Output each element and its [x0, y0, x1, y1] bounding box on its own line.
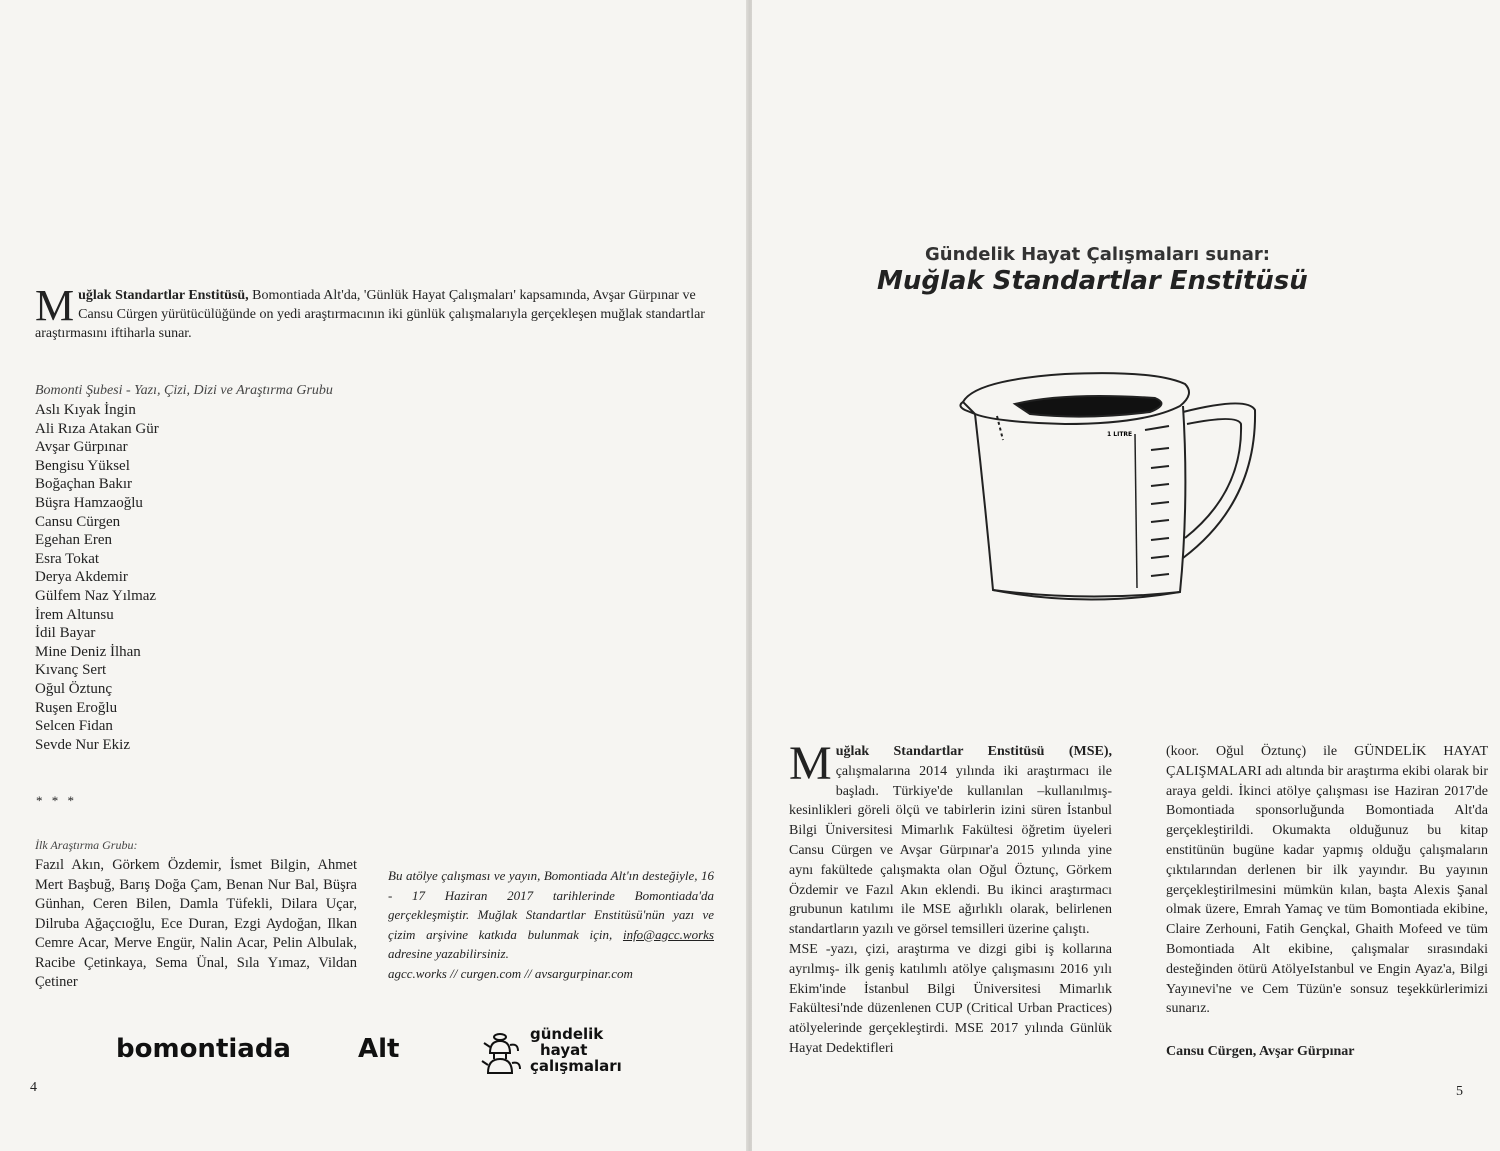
member-name: Mine Deniz İlhan	[35, 643, 141, 660]
page-number-right: 5	[1456, 1084, 1463, 1099]
note-text-end: adresine yazabilirsiniz.	[388, 946, 509, 961]
logo-line-3: çalışmaları	[530, 1057, 622, 1075]
scale-marks	[1145, 426, 1169, 576]
first-group-heading: İlk Araştırma Grubu:	[35, 838, 138, 852]
member-name: Kıvanç Sert	[35, 662, 107, 679]
intro-lead: uğlak Standartlar Enstitüsü,	[78, 288, 249, 303]
member-name: Ali Rıza Atakan Gür	[35, 420, 159, 437]
body-paragraph-1: çalışmalarına 2014 yılında iki araştırmacı ile başladı. Türkiye'de kullanılan –kullanılmış- kesinlikleri göreli ölçü ve tabirlerin izini süren İstanbul Bilgi Üniversitesi Mimarlık Fakültesi öğretim üyeleri Cansu Cürgen ve Avşar Gürpınar'a 2015 yılında yine aynı fakültede çalışmakta olan Oğul Öztunç, Görkem Özdemir ve Fazıl Akın eklendi. Bu ikinci araştırmacı grubunun katılımı ile MSE ağırlıklı olarak, belirlenen standartların yazılı ve görsel temsilleri üzerine çalıştı.	[789, 763, 1112, 938]
signature: Cansu Cürgen, Avşar Gürpınar	[1166, 1044, 1355, 1059]
member-name: Aslı Kıyak İngin	[35, 402, 136, 418]
measuring-jug-icon	[955, 362, 1285, 612]
group-heading: Bomonti Şubesi - Yazı, Çizi, Dizi ve Araştırma Grubu	[35, 383, 333, 398]
member-name: Selcen Fidan	[35, 718, 113, 735]
member-name: İdil Bayar	[35, 625, 96, 642]
email-link[interactable]: info@agcc.works	[622, 926, 714, 942]
body-lead: uğlak Standartlar Enstitüsü (MSE),	[835, 744, 1112, 759]
member-name: Büşra Hamzaoğlu	[35, 494, 143, 511]
member-name: Oğul Öztunç	[35, 680, 113, 697]
member-name: Bengisu Yüksel	[35, 457, 130, 474]
intro-paragraph	[35, 281, 718, 343]
separator-stars: * * *	[36, 793, 77, 808]
body-dropcap: M	[789, 737, 832, 790]
member-name: Boğaçhan Bakır	[35, 476, 133, 493]
intro-dropcap: M	[35, 281, 75, 330]
member-name: Esra Tokat	[35, 550, 100, 567]
member-name: Derya Akdemir	[35, 569, 128, 586]
gundelik-hayat-logo-text	[530, 1026, 622, 1074]
page-title: Muğlak Standartlar Enstitüsü	[877, 266, 1308, 296]
note-text: Bu atölye çalışması ve yayın, Bomontiada Alt'ın desteğiyle, 16 - 17 Haziran 2017 tarihlerinde Bomontiada'da gerçekleşmiştir. Muğlak Standartlar Enstitüsü'nün yazı ve çizim arşivine katkıda bulunmak için,	[388, 868, 714, 942]
bomontiada-logo: bomontiada	[116, 1034, 291, 1064]
logo-line-2: hayat	[540, 1041, 588, 1059]
member-name: Ruşen Eroğlu	[35, 699, 118, 716]
member-name: İrem Altunsu	[35, 606, 114, 623]
subtitle: Gündelik Hayat Çalışmaları sunar:	[925, 244, 1270, 265]
member-name: Egehan Eren	[35, 532, 113, 549]
body-column-right: (koor. Oğul Öztunç) ile GÜNDELİK HAYAT ÇALIŞMALARI adı altında bir araştırma ekibi olarak bir araya geldi. İkinci atölye çalışması ise Haziran 2017'de Bomontiada sponsorluğunda Bomontiada Alt'da gerçekleştirildi. Okumakta olduğunuz bu kitap enstitünün bugüne kadar yapmış olduğu çalışmaların çıktılarından derlenen bir ilk yayındır. Bu yayının gerçekleştirilmesini mümkün kılan, başta Alexis Şanal olmak üzere, Emrah Yamaç ve tüm Bomontiada ekibine, Claire Zerhouni, Fatih Gençkal, Ghaith Mofeed ve tüm Bomontiada Alt ekibine, çalışmalar sırasındaki desteğinden ötürü AtölyeIstanbul ve Engin Ayaz'a, Bilgi Yayınevi'ne ve Cem Tüzün'e sonsuz teşekkürlerimizi sunarız.	[1166, 744, 1488, 1017]
page-number-left: 4	[30, 1080, 37, 1095]
member-name: Avşar Gürpınar	[35, 439, 128, 456]
member-name: Cansu Cürgen	[35, 513, 121, 530]
intro-text: Bomontiada Alt'da, 'Günlük Hayat Çalışmaları' kapsamında, Avşar Gürpınar ve Cansu Cürgen yürütücülüğünde on yedi araştırmacının iki günlük çalışmalarıyla gerçekleşen muğlak standartlar araştırmasını iftiharla sunar.	[35, 288, 705, 341]
member-name: Sevde Nur Ekiz	[35, 736, 130, 753]
member-name: Gülfem Naz Yılmaz	[35, 587, 157, 604]
body-column-left	[789, 737, 1112, 1059]
member-list	[35, 401, 159, 754]
colophon-note	[388, 866, 714, 983]
first-group-members: Fazıl Akın, Görkem Özdemir, İsmet Bilgin, Ahmet Mert Başbuğ, Barış Doğa Çam, Benan Nur Bal, Büşra Günhan, Ceren Bilen, Damla Tüfekli, Dilara Uçar, Dilruba Ağaçcıoğlu, Ece Duran, Ezgi Aydoğan, Ilkan Cemre Acar, Merve Engür, Nalin Acar, Pelin Albulak, Racibe Çetinkaya, Sema Ünal, Sıla Yımaz, Vildan Çetiner	[35, 857, 357, 990]
body-paragraph-2: MSE -yazı, çizi, araştırma ve dizgi gibi iş kollarına ayrılmış- ilk geniş katılımlı atölye çalışmasını 2016 yılı Ekim'inde İstanbul Bilgi Üniversitesi Mimarlık Fakültesi'nde düzenlenen CUP (Critical Urban Practices) atölyelerinde gerçekleştirdi. MSE 2017 yılında Günlük Hayat Dedektifleri	[789, 941, 1112, 1056]
website-links: agcc.works // curgen.com // avsargurpinar.com	[388, 965, 633, 981]
alt-logo: Alt	[358, 1034, 400, 1064]
logo-line-1: gündelik	[530, 1025, 604, 1043]
left-page	[0, 0, 748, 1151]
jug-label: 1 LITRE	[1107, 431, 1133, 438]
